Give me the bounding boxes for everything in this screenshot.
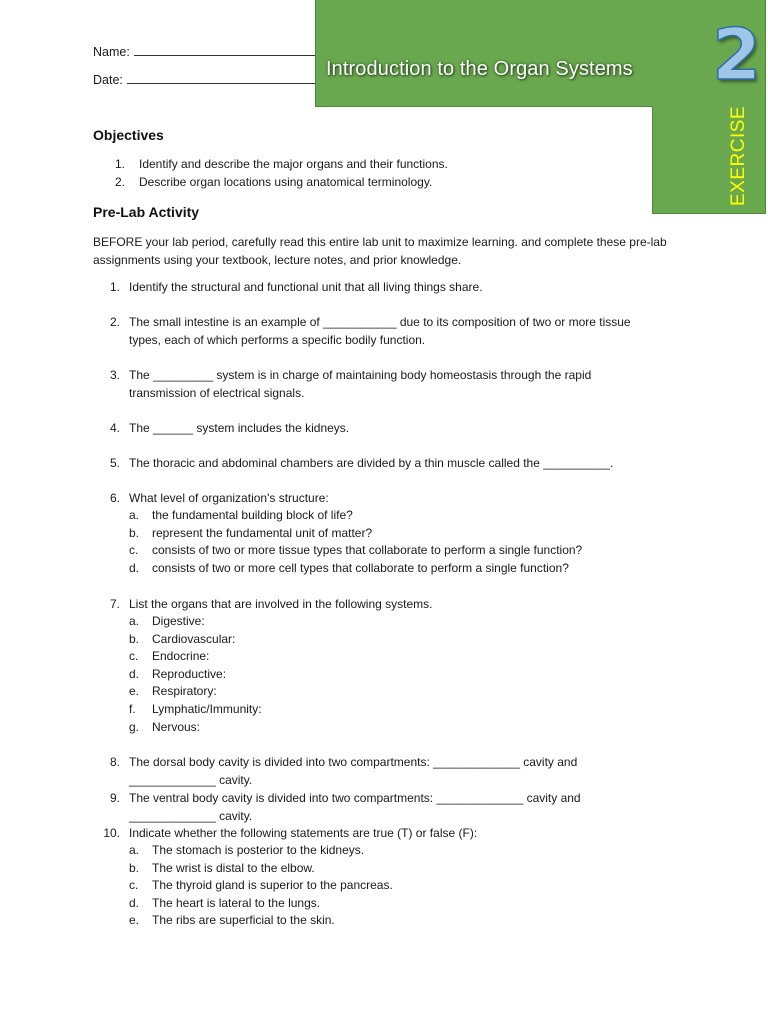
question-4: 4. The ______ system includes the kidneys.: [109, 421, 350, 435]
sub-item: b. The wrist is distal to the elbow.: [129, 860, 315, 875]
objective-item: 2. Describe organ locations using anatomical terminology.: [115, 175, 433, 189]
question-6: 6. What level of organization's structure: a. the fundamental building block of life? b. represent the fundamental unit of matter? c. consists of two or more tissue types that collaborate to perform a single function? d. consists of two or more cell types that collaborate to perform a single function?: [93, 489, 673, 577]
date-field[interactable]: [93, 72, 315, 87]
exercise-label: EXERCISE: [728, 105, 749, 206]
sub-list: [129, 613, 673, 736]
sub-item: g. Nervous:: [129, 719, 201, 734]
sub-item: a. The stomach is posterior to the kidneys.: [129, 843, 365, 857]
question-8: 8. The dorsal body cavity is divided into two compartments: _____________ cavity and _____________ cavity.: [109, 755, 578, 787]
date-label: Date:: [93, 73, 123, 87]
question-9: 9. The ventral body cavity is divided into two compartments: _____________ cavity and _____________ cavity.: [109, 791, 581, 823]
objectives-list: [93, 155, 613, 191]
sub-item: d. consists of two or more cell types that collaborate to perform a single function?: [129, 560, 569, 575]
sub-item: a. Digestive:: [129, 614, 205, 628]
question-10: 10. Indicate whether the following statements are true (T) or false (F): a. The stomach is posterior to the kidneys. b. The wrist is distal to the elbow. c. The thyroid gland is superior to the pancreas. d. The heart is lateral to the lungs. e. The ribs are superficial to the skin.: [93, 824, 673, 930]
sub-item: c. Endocrine:: [129, 649, 210, 664]
exercise-number: 2: [712, 14, 761, 96]
sub-item: a. the fundamental building block of life?: [129, 508, 353, 522]
name-label: Name:: [93, 45, 130, 59]
sub-item: e. Respiratory:: [129, 684, 217, 699]
sub-item: c. consists of two or more tissue types that collaborate to perform a single function?: [129, 543, 583, 558]
sub-item: f. Lymphatic/Immunity:: [129, 701, 262, 716]
sub-item: e. The ribs are superficial to the skin.: [129, 913, 335, 928]
question-3: 3. The _________ system is in charge of maintaining body homeostasis through the rapid transmission of electrical signals.: [109, 368, 592, 400]
title-banner: [315, 0, 766, 107]
sub-list: [129, 842, 673, 930]
date-blank-line[interactable]: [127, 72, 315, 84]
objective-item: 1. Identify and describe the major organs and their functions.: [115, 157, 448, 171]
name-field[interactable]: [93, 44, 316, 59]
question-1: 1. Identify the structural and functional unit that all living things share.: [109, 280, 483, 294]
sub-item: b. Cardiovascular:: [129, 631, 236, 646]
exercise-title: Introduction to the Organ Systems: [326, 58, 633, 80]
sub-item: b. represent the fundamental unit of matter?: [129, 525, 373, 540]
prelab-intro: BEFORE your lab period, carefully read this entire lab unit to maximize learning. and complete these pre-lab assignments using your textbook, lecture notes, and prior knowledge.: [93, 235, 667, 267]
sub-item: c. The thyroid gland is superior to the pancreas.: [129, 878, 393, 893]
prelab-heading: Pre-Lab Activity: [93, 204, 200, 220]
sub-list: [129, 507, 673, 577]
question-2: 2. The small intestine is an example of ___________ due to its composition of two or more tissue types, each of which performs a specific bodily function.: [109, 315, 631, 347]
name-blank-line[interactable]: [134, 44, 316, 56]
question-7: 7. List the organs that are involved in the following systems. a. Digestive: b. Cardiovascular: c. Endocrine: d. Reproductive: e. Respiratory: f. Lymphatic/Immunity: g. Nervous:: [93, 595, 673, 736]
sub-item: d. The heart is lateral to the lungs.: [129, 895, 321, 910]
objectives-heading: Objectives: [93, 127, 164, 143]
question-5: 5. The thoracic and abdominal chambers are divided by a thin muscle called the __________.: [109, 456, 614, 470]
sub-item: d. Reproductive:: [129, 666, 227, 681]
